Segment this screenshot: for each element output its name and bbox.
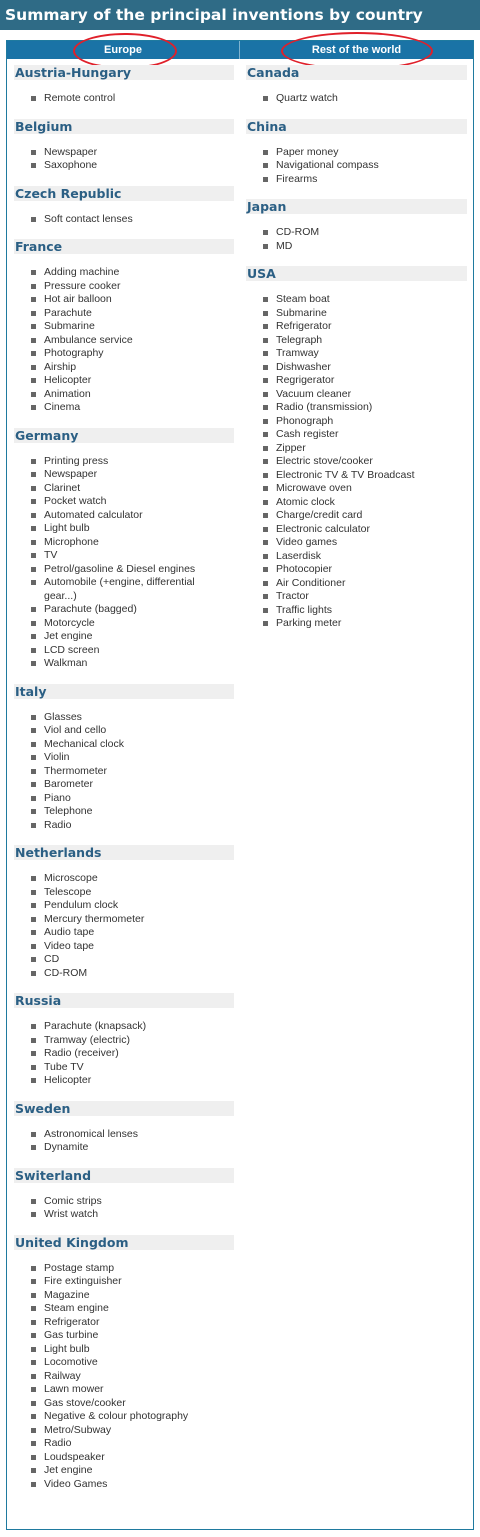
list-item: Radio [31,819,234,833]
list-item: Zipper [263,442,467,456]
list-item: Automated calculator [31,509,234,523]
list-item: Piano [31,792,234,806]
invention-list-france [31,266,234,415]
invention-list-canada [263,92,467,106]
list-item: Submarine [31,320,234,334]
list-item: Parachute [31,307,234,321]
list-item: Hot air balloon [31,293,234,307]
list-item: Telegraph [263,334,467,348]
list-item: Refrigerator [263,320,467,334]
list-item: Soft contact lenses [31,213,234,227]
country-heading-germany: Germany [14,428,234,443]
invention-list-czech-republic [31,213,234,227]
list-item: Parachute (knapsack) [31,1020,234,1034]
country-heading-austria-hungary: Austria-Hungary [14,65,234,80]
list-item: Animation [31,388,234,402]
list-item: Gas turbine [31,1329,234,1343]
country-heading-usa: USA [246,266,467,281]
list-item: Jet engine [31,630,234,644]
list-item: Radio (transmission) [263,401,467,415]
country-heading-netherlands: Netherlands [14,845,234,860]
list-item: Regrigerator [263,374,467,388]
list-item: Jet engine [31,1464,234,1478]
country-heading-russia: Russia [14,993,234,1008]
list-item: CD [31,953,234,967]
list-item: Comic strips [31,1195,234,1209]
list-item: LCD screen [31,644,234,658]
list-item: Cinema [31,401,234,415]
country-heading-switerland: Switerland [14,1168,234,1183]
list-item: Helicopter [31,1074,234,1088]
list-item: Negative & colour photography [31,1410,234,1424]
country-heading-canada: Canada [246,65,467,80]
list-item: Barometer [31,778,234,792]
list-item: Magazine [31,1289,234,1303]
list-item: Quartz watch [263,92,467,106]
list-item: Video tape [31,940,234,954]
list-item: Photography [31,347,234,361]
list-item: TV [31,549,234,563]
invention-list-united-kingdom [31,1262,234,1492]
list-item: Remote control [31,92,234,106]
list-item: Steam boat [263,293,467,307]
list-item: Thermometer [31,765,234,779]
list-item: Refrigerator [31,1316,234,1330]
list-item: Automobile (+engine, differential gear...) [31,576,206,603]
list-item: CD-ROM [31,967,234,981]
list-item: Pendulum clock [31,899,234,913]
list-item: Microwave oven [263,482,467,496]
list-item: Helicopter [31,374,234,388]
list-item: Lawn mower [31,1383,234,1397]
list-item: Locomotive [31,1356,234,1370]
list-item: Parking meter [263,617,467,631]
list-item: Parachute (bagged) [31,603,234,617]
list-item: Video games [263,536,467,550]
list-item: Cash register [263,428,467,442]
invention-list-italy [31,711,234,833]
list-item: Clarinet [31,482,234,496]
list-item: Video Games [31,1478,234,1492]
list-item: Microphone [31,536,234,550]
list-item: Newspaper [31,146,234,160]
list-item: Atomic clock [263,496,467,510]
list-item: Dishwasher [263,361,467,375]
invention-list-usa [263,293,467,631]
country-heading-japan: Japan [246,199,467,214]
list-item: Microscope [31,872,234,886]
list-item: Viol and cello [31,724,234,738]
country-heading-italy: Italy [14,684,234,699]
list-item: MD [263,240,467,254]
country-heading-belgium: Belgium [14,119,234,134]
list-item: Wrist watch [31,1208,234,1222]
list-item: Phonograph [263,415,467,429]
list-item: Traffic lights [263,604,467,618]
list-item: Submarine [263,307,467,321]
list-item: Light bulb [31,1343,234,1357]
list-item: Newspaper [31,468,234,482]
list-item: Ambulance service [31,334,234,348]
invention-list-russia [31,1020,234,1088]
country-heading-china: China [246,119,467,134]
list-item: Steam engine [31,1302,234,1316]
list-item: Audio tape [31,926,234,940]
list-item: Tube TV [31,1061,234,1075]
list-item: Pocket watch [31,495,234,509]
list-item: Walkman [31,657,234,671]
list-item: Firearms [263,173,467,187]
list-item: Paper money [263,146,467,160]
invention-list-netherlands [31,872,234,980]
list-item: Photocopier [263,563,467,577]
list-item: Laserdisk [263,550,467,564]
page-title: Summary of the principal inventions by country [0,0,480,30]
invention-list-austria-hungary [31,92,234,106]
invention-list-switerland [31,1195,234,1222]
list-item: Pressure cooker [31,280,234,294]
invention-list-sweden [31,1128,234,1155]
europe-column [14,65,234,1504]
list-item: Air Conditioner [263,577,467,591]
list-item: Gas stove/cooker [31,1397,234,1411]
list-item: Electronic calculator [263,523,467,537]
country-heading-france: France [14,239,234,254]
invention-list-japan [263,226,467,253]
column-header-rest-of-world: Rest of the world [240,41,473,59]
country-heading-czech-republic: Czech Republic [14,186,234,201]
list-item: Glasses [31,711,234,725]
list-item: Tramway [263,347,467,361]
list-item: Railway [31,1370,234,1384]
invention-list-belgium [31,146,234,173]
list-item: Radio [31,1437,234,1451]
list-item: Tramway (electric) [31,1034,234,1048]
list-item: Fire extinguisher [31,1275,234,1289]
list-item: Motorcycle [31,617,234,631]
country-heading-united-kingdom: United Kingdom [14,1235,234,1250]
list-item: Tractor [263,590,467,604]
list-item: Adding machine [31,266,234,280]
inventions-table [6,40,474,1530]
country-heading-sweden: Sweden [14,1101,234,1116]
list-item: Light bulb [31,522,234,536]
list-item: Astronomical lenses [31,1128,234,1142]
list-item: Electronic TV & TV Broadcast [263,469,467,483]
list-item: Navigational compass [263,159,467,173]
invention-list-germany [31,455,234,671]
list-item: Telephone [31,805,234,819]
list-item: Telescope [31,886,234,900]
list-item: Mercury thermometer [31,913,234,927]
list-item: Loudspeaker [31,1451,234,1465]
list-item: Metro/Subway [31,1424,234,1438]
list-item: Violin [31,751,234,765]
list-item: Printing press [31,455,234,469]
column-header-europe: Europe [7,41,239,59]
list-item: Charge/credit card [263,509,467,523]
list-item: Postage stamp [31,1262,234,1276]
list-item: Vacuum cleaner [263,388,467,402]
list-item: Saxophone [31,159,234,173]
list-item: Electric stove/cooker [263,455,467,469]
list-item: Radio (receiver) [31,1047,234,1061]
rest-of-world-column [246,65,467,644]
invention-list-china [263,146,467,187]
list-item: Airship [31,361,234,375]
list-item: Dynamite [31,1141,234,1155]
list-item: Mechanical clock [31,738,234,752]
list-item: CD-ROM [263,226,467,240]
list-item: Petrol/gasoline & Diesel engines [31,563,234,577]
